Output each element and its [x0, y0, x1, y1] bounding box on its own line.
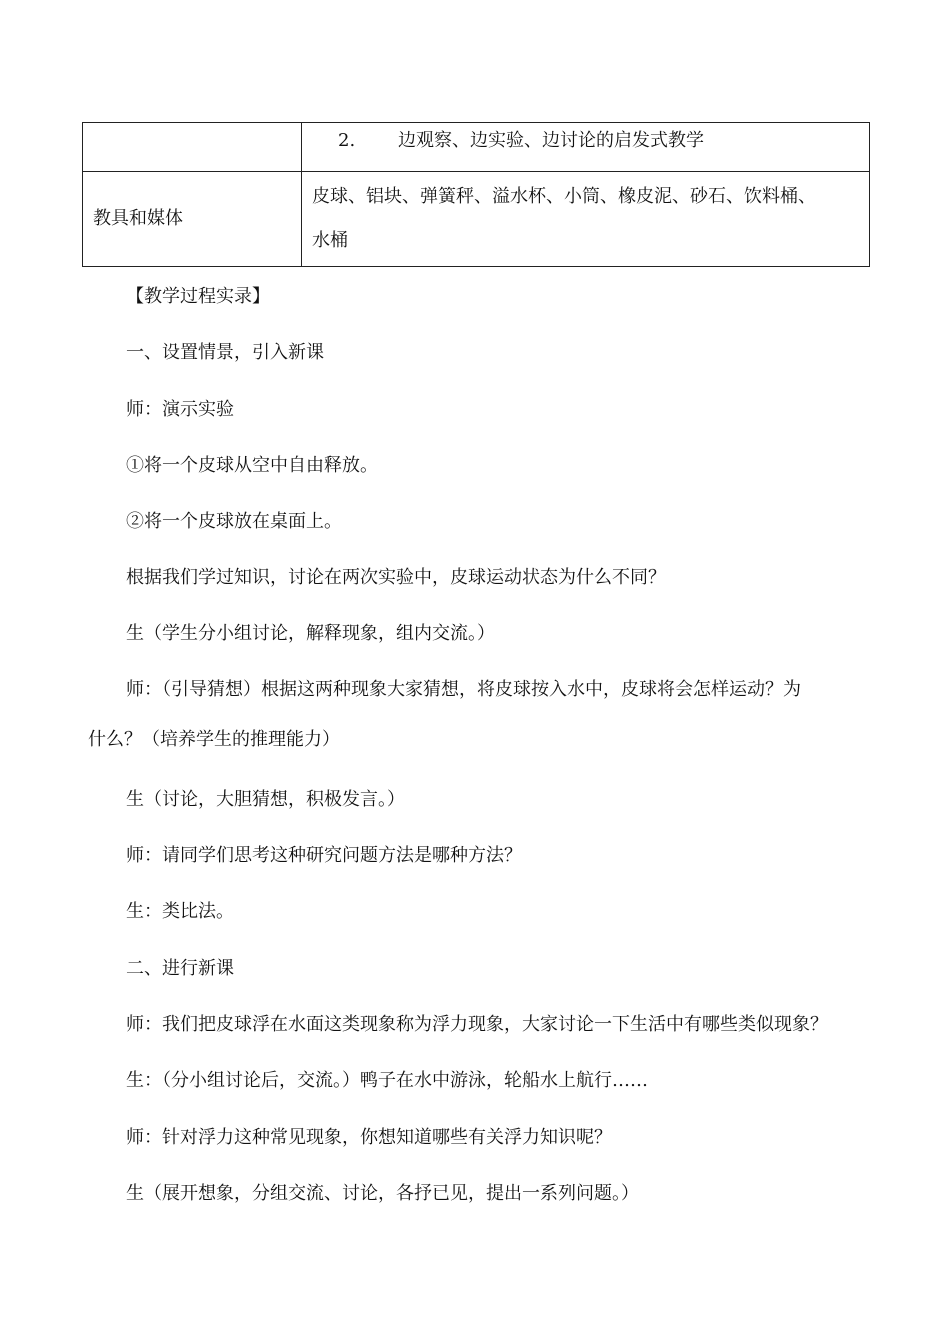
paragraph: 生：（分小组讨论后，交流。）鸭子在水中游泳，轮船水上航行…… [126, 1070, 648, 1091]
paragraph: 生（学生分小组讨论，解释现象，组内交流。） [126, 623, 495, 644]
paragraph: 师：请同学们思考这种研究问题方法是哪种方法？ [126, 845, 522, 866]
teaching-method-cell [302, 123, 870, 172]
guess-paragraph [88, 665, 868, 765]
paragraph: ①将一个皮球从空中自由释放。 [126, 455, 378, 476]
paragraph: 根据我们学过知识，讨论在两次实验中，皮球运动状态为什么不同？ [126, 567, 666, 588]
paragraph: 生：类比法。 [126, 901, 234, 922]
tools-list-cell [302, 172, 870, 267]
guess-paragraph-line-2: 什么？（培养学生的推理能力） [88, 729, 340, 750]
paragraph: 生（讨论，大胆猜想，积极发言。） [126, 789, 405, 810]
lesson-info-table [82, 122, 870, 267]
paragraph: 一、设置情景，引入新课 [126, 342, 324, 363]
tools-list-line-2: 水桶 [312, 230, 348, 251]
tools-list-line-1: 皮球、铝块、弹簧秤、溢水杯、小筒、橡皮泥、砂石、饮料桶、 [312, 186, 816, 207]
paragraph: ②将一个皮球放在桌面上。 [126, 511, 342, 532]
paragraph: 师：针对浮力这种常见现象，你想知道哪些有关浮力知识呢？ [126, 1127, 612, 1148]
paragraph: 师：演示实验 [126, 399, 234, 420]
paragraph: 二、进行新课 [126, 958, 234, 979]
teaching-tools-row [83, 172, 870, 267]
teaching-method-row [83, 123, 870, 172]
guess-paragraph-line-1: 师：（引导猜想）根据这两种现象大家猜想，将皮球按入水中，皮球将会怎样运动？为 [126, 679, 801, 700]
tools-label: 教具和媒体 [83, 172, 302, 267]
method-text: 边观察、边实验、边讨论的启发式教学 [398, 130, 704, 151]
empty-label-cell [83, 123, 302, 172]
section-heading: 【教学过程实录】 [126, 286, 270, 307]
paragraph: 师：我们把皮球浮在水面这类现象称为浮力现象，大家讨论一下生活中有哪些类似现象？ [126, 1014, 828, 1035]
paragraph: 生（展开想象，分组交流、讨论，各抒已见，提出一系列问题。） [126, 1183, 639, 1204]
method-number: 2. [338, 130, 356, 151]
